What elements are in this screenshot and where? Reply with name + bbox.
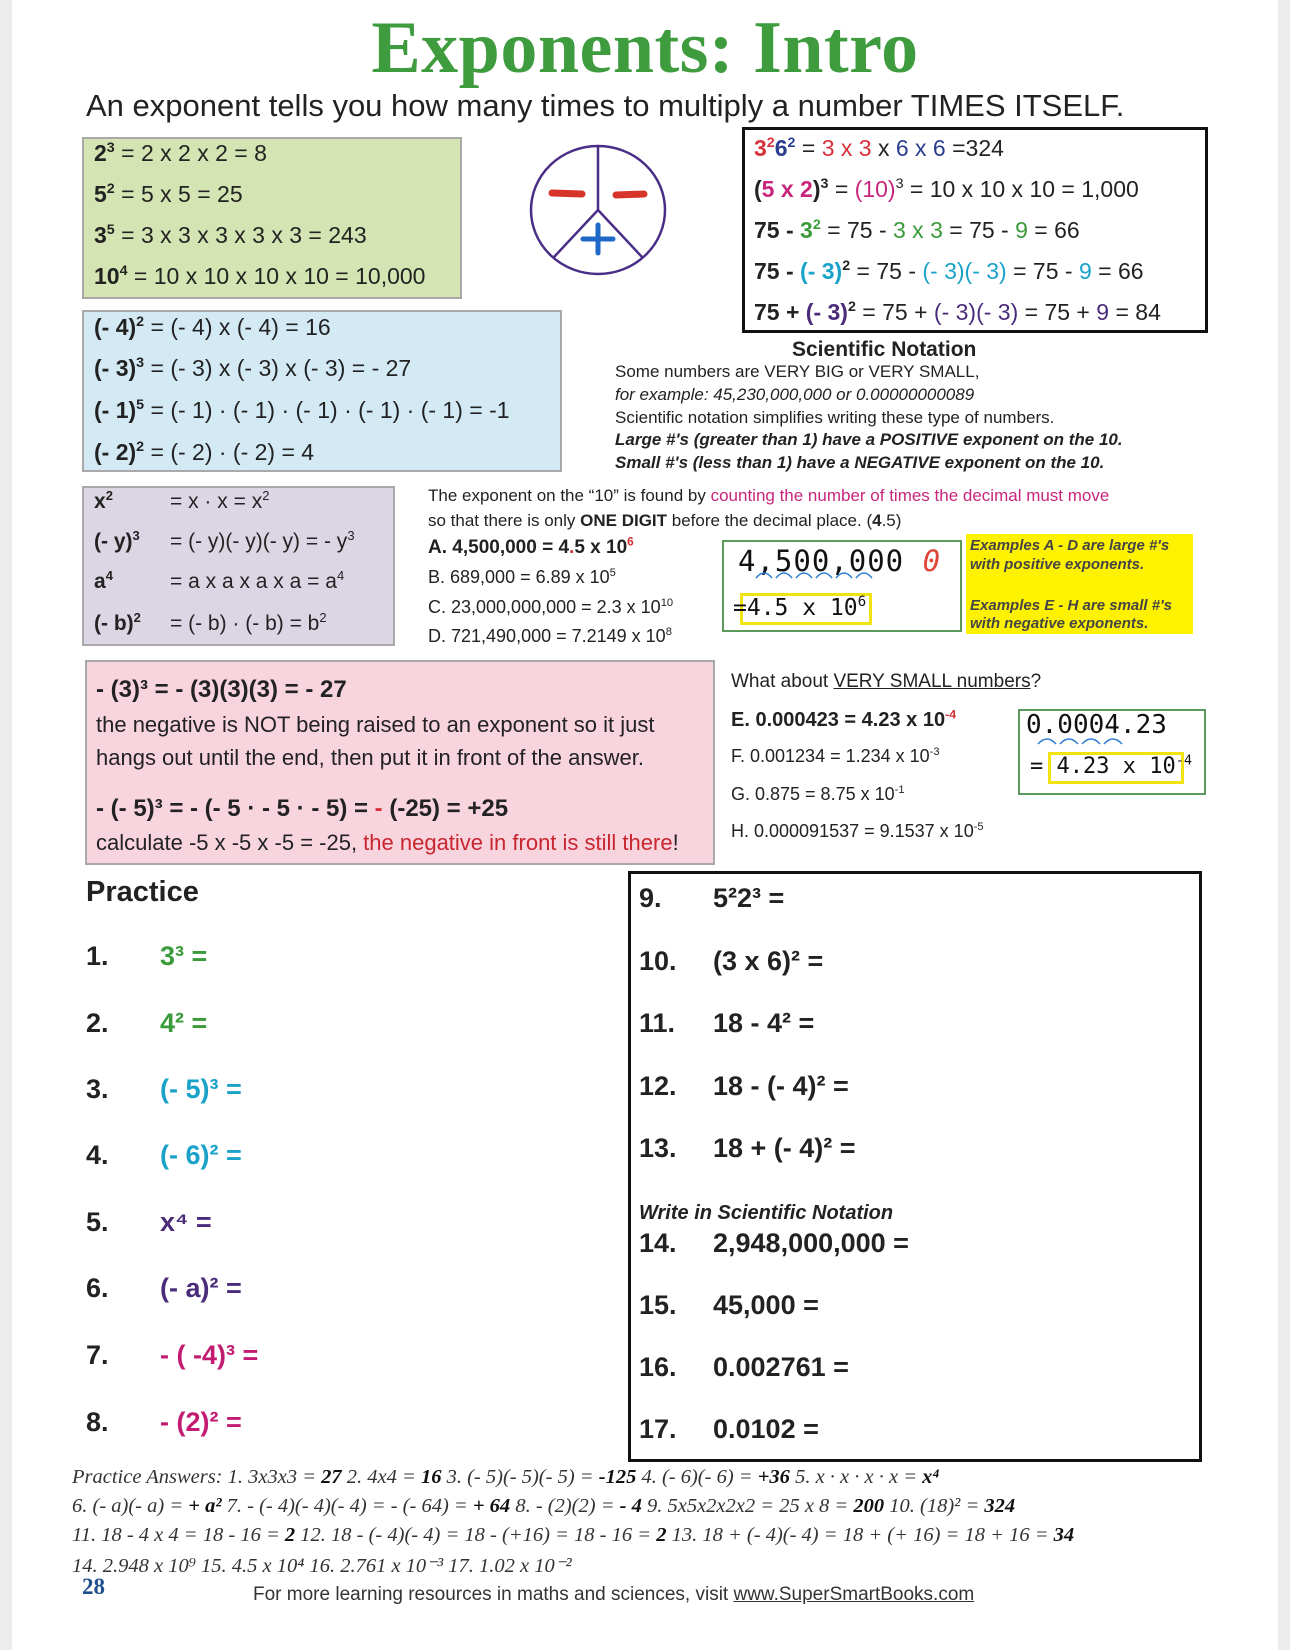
variable-expansion: = (- y)(- y)(- y) = - y (170, 530, 348, 553)
negative-row (94, 314, 331, 341)
practice-item (639, 1133, 856, 1164)
variable-result-exponent: 2 (262, 487, 270, 503)
sci-line-2: for example: 45,230,000,000 or 0.00000000089 (615, 385, 975, 404)
answer-text: 3. (- 5)(- 5)(- 5) = (441, 1466, 599, 1488)
practice-number: 10. (639, 946, 677, 976)
negative-base: (- 2) (94, 439, 137, 465)
power-expansion: = 3 x 3 x 3 x 3 x 3 = 243 (114, 222, 367, 248)
answer-value: x⁴ (922, 1466, 940, 1488)
practice-item (86, 1340, 258, 1371)
negative-exponent: 5 (136, 397, 145, 414)
practice-number: 12. (639, 1071, 677, 1101)
decimal-rule-line-1: The exponent on the “10” is found by counting the number of times the decimal must move (428, 486, 1110, 505)
negative-note-eq-1: - (3)³ = - (3)(3)(3) = - 27 (96, 676, 347, 703)
practice-number: 3. (86, 1074, 109, 1104)
answer-text: 6. (- a)(- a) = (72, 1495, 189, 1517)
negative-base: (- 1) (94, 397, 137, 423)
power-exponent: 4 (119, 263, 128, 280)
practice-question: 18 + (- 4)² = (713, 1133, 856, 1163)
variable-exponent: 4 (105, 567, 113, 583)
practice-question: 18 - 4² = (713, 1008, 815, 1038)
yellow-note-line-2: with positive exponents. (970, 556, 1145, 573)
example-e: E. 0.000423 = 4.23 x $10^{-4}$ (731, 707, 957, 731)
footer-text: For more learning resources in maths and sciences, visit www.SuperSmartBooks.com (253, 1584, 975, 1605)
variable-row (94, 609, 327, 636)
negative-base: (- 3) (94, 355, 137, 381)
negative-expansion: = (- 4) x (- 4) = 16 (144, 314, 331, 340)
practice-number: 6. (86, 1273, 109, 1303)
power-exponent: 2 (106, 181, 115, 198)
power-row (94, 263, 425, 290)
practice-item (639, 946, 823, 977)
practice-question: 18 - (- 4)² = (713, 1071, 849, 1101)
sci-practice-item (639, 1352, 849, 1383)
practice-number: 15. (639, 1290, 677, 1320)
power-expansion: = 5 x 5 = 25 (114, 181, 243, 207)
answers-line4: 14. 2.948 x 10⁹ 15. 4.5 x 10⁴ 16. 2.761 x 10⁻³ 17. 1.02 x 10⁻² (72, 1555, 572, 1577)
minus-sign-icon (552, 193, 582, 194)
practice-number: 9. (639, 883, 662, 913)
variable-exponent: 2 (105, 487, 113, 503)
decimal-hop-arrows-icon (748, 566, 928, 588)
negative-expansion: = (- 2) · (- 2) = 4 (144, 439, 315, 465)
practice-number: 7. (86, 1340, 109, 1370)
variable-expansion: = x · x = x (170, 490, 263, 513)
practice-heading: Practice (86, 876, 199, 908)
left-page-edge (0, 0, 12, 1650)
practice-question: (- 5)³ = (160, 1074, 242, 1104)
practice-number: 4. (86, 1140, 109, 1170)
variable-base: (- y) (94, 530, 133, 553)
power-exponent: 5 (106, 222, 115, 239)
page-number: 28 (82, 1574, 105, 1599)
negative-note-eq-2: - (- 5)³ = - (- 5 · - 5 · - 5) = - (-25) = +25 (96, 795, 509, 822)
power-expansion: = 2 x 2 x 2 = 8 (114, 140, 267, 166)
power-base: 10 (94, 263, 120, 289)
sci-line-1: Some numbers are VERY BIG or VERY SMALL, (615, 362, 980, 381)
answer-text: Practice Answers: 1. 3x3x3 = (72, 1466, 322, 1488)
order-ops-row-5: 75 + (- 3)$^2$ = 75 + (- 3)(- 3) = 75 + 9 = 84 (754, 299, 1161, 325)
power-base: 3 (94, 222, 107, 248)
negative-row (94, 355, 411, 382)
page-subtitle: An exponent tells you how many times to multiply a number TIMES ITSELF. (86, 88, 1125, 123)
practice-item (639, 883, 784, 914)
example-d: D. 721,490,000 = 7.2149 x $10^8$ (428, 626, 672, 646)
answer-value: -125 (598, 1466, 637, 1488)
practice-item (639, 1071, 849, 1102)
negative-row (94, 397, 510, 424)
practice-question: 5²2³ = (713, 883, 785, 913)
right-page-edge (1278, 0, 1290, 1650)
practice-question: x⁴ = (160, 1207, 212, 1237)
answer-value: 34 (1053, 1524, 1075, 1546)
order-ops-row-3: $75 - 3^2 = 75 - 3$ x 3 = 75 - 9 = 66 (754, 217, 1080, 243)
practice-item (86, 1273, 242, 1304)
example-a: A. 4,500,000 = 4.5 x $10^6$ (428, 535, 634, 558)
variable-result-exponent: 3 (347, 527, 355, 543)
power-exponent: 3 (106, 140, 115, 157)
practice-question: 2,948,000,000 = (713, 1228, 909, 1258)
variable-result-exponent: 4 (336, 567, 345, 583)
sci-practice-item (639, 1414, 819, 1445)
practice-question: (- 6)² = (160, 1140, 242, 1170)
answer-value: 16 (420, 1466, 442, 1488)
answer-text: 11. 18 - 4 x 4 = 18 - 16 = (72, 1524, 285, 1546)
small-numbers-question: What about VERY SMALL numbers? (731, 671, 1042, 692)
variable-exponent: 2 (133, 609, 141, 625)
power-base: 5 (94, 181, 107, 207)
sci-heading: Scientific Notation (792, 338, 977, 361)
negative-base: (- 4) (94, 314, 137, 340)
answer-text: 4. (- 6)(- 6) = (636, 1466, 758, 1488)
practice-question: 45,000 = (713, 1290, 819, 1320)
answer-value: 27 (321, 1466, 342, 1488)
practice-item (86, 1407, 242, 1438)
answer-value: + 64 (472, 1495, 511, 1517)
practice-question: - (2)² = (160, 1407, 242, 1437)
answer-value: + a² (188, 1495, 222, 1517)
practice-question: 0.002761 = (713, 1352, 849, 1382)
answer-text: 2. 4x4 = (341, 1466, 421, 1488)
answer-text: 10. (18)² = (884, 1495, 985, 1517)
variable-base: (- b) (94, 612, 134, 635)
sci-line-4: Large #'s (greater than 1) have a POSITIVE exponent on the 10. (615, 430, 1123, 449)
practice-question: (- a)² = (160, 1273, 242, 1303)
order-ops-row-1: $3^26^2 = 3$ x 3 x 6 x 6 =324 (754, 135, 1004, 161)
answers-line2 (72, 1495, 1015, 1518)
variable-exponent: 3 (132, 527, 140, 543)
practice-item (86, 1207, 212, 1238)
sci-line-3: Scientific notation simplifies writing these type of numbers. (615, 408, 1055, 427)
power-row (94, 222, 367, 249)
answer-value: 200 (853, 1495, 885, 1517)
page-title: Exponents: Intro (371, 7, 919, 89)
sign-rule-circle (528, 143, 668, 277)
negative-note-text-3: calculate -5 x -5 x -5 = -25, the negative in front is still there! (96, 830, 679, 855)
variable-expansion: = a x a x a x a = a (170, 570, 337, 593)
practice-question: - ( -4)³ = (160, 1340, 259, 1370)
order-ops-row-2: (5 x $2)^3 = (10)^3 = 10$ x 10 x 10 = 1,000 (754, 176, 1139, 202)
answer-text: 8. - (2)(2) = (510, 1495, 620, 1517)
sci-practice-item (639, 1228, 909, 1259)
example-g: G. 0.875 = 8.75 x $10^{-1}$ (731, 784, 905, 804)
practice-number: 13. (639, 1133, 677, 1163)
answers-line1 (72, 1466, 940, 1489)
practice-number: 14. (639, 1228, 677, 1258)
answer-value: 324 (984, 1495, 1016, 1517)
practice-item (86, 1074, 242, 1105)
variable-row (94, 487, 270, 514)
yellow-note-line-1: Examples A - D are large #'s (970, 537, 1170, 554)
practice-item (86, 1008, 207, 1039)
power-row (94, 181, 243, 208)
practice-question: 3³ = (160, 941, 208, 971)
practice-item (86, 1140, 242, 1171)
sci-practice-heading: Write in Scientific Notation (639, 1202, 894, 1224)
answer-text: 13. 18 + (- 4)(- 4) = 18 + (+ 16) = 18 + 16 = (666, 1524, 1054, 1546)
negative-exponent: 3 (136, 355, 145, 372)
example-f: F. 0.001234 = 1.234 x $10^{-3}$ (731, 746, 940, 766)
practice-number: 2. (86, 1008, 109, 1038)
sci-line-5: Small #'s (less than 1) have a NEGATIVE exponent on the 10. (615, 453, 1105, 472)
variable-base: a (94, 570, 106, 593)
practice-item (639, 1008, 814, 1039)
practice-question: 0.0102 = (713, 1414, 819, 1444)
power-base: 2 (94, 140, 107, 166)
answers-line3 (72, 1524, 1074, 1547)
practice-number: 16. (639, 1352, 677, 1382)
sci-practice-item (639, 1290, 819, 1321)
variable-row (94, 527, 355, 554)
power-row (94, 140, 267, 167)
answer-value: +36 (757, 1466, 790, 1488)
variable-expansion: = (- b) · (- b) = b (170, 612, 320, 635)
handwritten-small-number: 0.0004.23 (1026, 710, 1167, 740)
yellow-note-line-4: with negative exponents. (970, 615, 1149, 632)
practice-item (86, 941, 207, 972)
negative-exponent: 2 (136, 439, 145, 456)
practice-question: 4² = (160, 1008, 208, 1038)
answer-value: 2 (656, 1524, 667, 1546)
answer-text: 12. 18 - (- 4)(- 4) = 18 - (+16) = 18 - 16 = (295, 1524, 657, 1546)
negative-row (94, 439, 314, 466)
answer-text: 9. 5x5x2x2x2 = 25 x 8 = (641, 1495, 854, 1517)
negative-note-text-1: the negative is NOT being raised to an exponent so it just (96, 712, 655, 737)
negative-expansion: = (- 3) x (- 3) x (- 3) = - 27 (144, 355, 412, 381)
example-b: B. 689,000 = 6.89 x $10^5$ (428, 567, 616, 587)
minus-sign-icon (616, 194, 644, 195)
negative-expansion: = (- 1) · (- 1) · (- 1) · (- 1) · (- 1) = -1 (144, 397, 510, 423)
variable-row (94, 567, 345, 594)
practice-number: 11. (639, 1008, 676, 1038)
variable-base: x (94, 490, 106, 513)
variable-result-exponent: 2 (319, 609, 327, 625)
negative-exponent: 2 (136, 314, 145, 331)
decimal-rule-line-2: so that there is only ONE DIGIT before the decimal place. (4.5) (428, 511, 902, 530)
practice-question: (3 x 6)² = (713, 946, 824, 976)
practice-number: 17. (639, 1414, 677, 1444)
handwritten-large-result: =4.5 x $10^6$ (733, 594, 867, 621)
answer-text: 5. x · x · x · x = (789, 1466, 923, 1488)
practice-number: 5. (86, 1207, 109, 1237)
decimal-hop-arrows-icon (1032, 734, 1152, 754)
order-ops-row-4: 75 - (- 3)$^2$ = 75 - (- 3)(- 3) = 75 - 9 = 66 (754, 258, 1144, 284)
answer-value: 2 (284, 1524, 296, 1546)
example-c: C. 23,000,000,000 = 2.3 x $10^{10}$ (428, 597, 674, 617)
handwritten-small-result: = 4.23 x $10^{-4}$ (1030, 752, 1193, 779)
yellow-note-line-3: Examples E - H are small #'s (970, 597, 1173, 614)
negative-note-text-2: hangs out until the end, then put it in front of the answer. (96, 745, 644, 770)
practice-number: 1. (86, 941, 109, 971)
answer-text: 7. - (- 4)(- 4)(- 4) = - (- 64) = (221, 1495, 473, 1517)
practice-number: 8. (86, 1407, 109, 1437)
handwritten-large-number: 4,500,000 0 (738, 544, 942, 578)
answer-value: - 4 (619, 1495, 642, 1517)
footer-link[interactable]: www.SuperSmartBooks.com (733, 1584, 975, 1605)
power-expansion: = 10 x 10 x 10 x 10 = 10,000 (127, 263, 426, 289)
example-h: H. 0.000091537 = 9.1537 x $10^{-5}$ (731, 821, 984, 841)
